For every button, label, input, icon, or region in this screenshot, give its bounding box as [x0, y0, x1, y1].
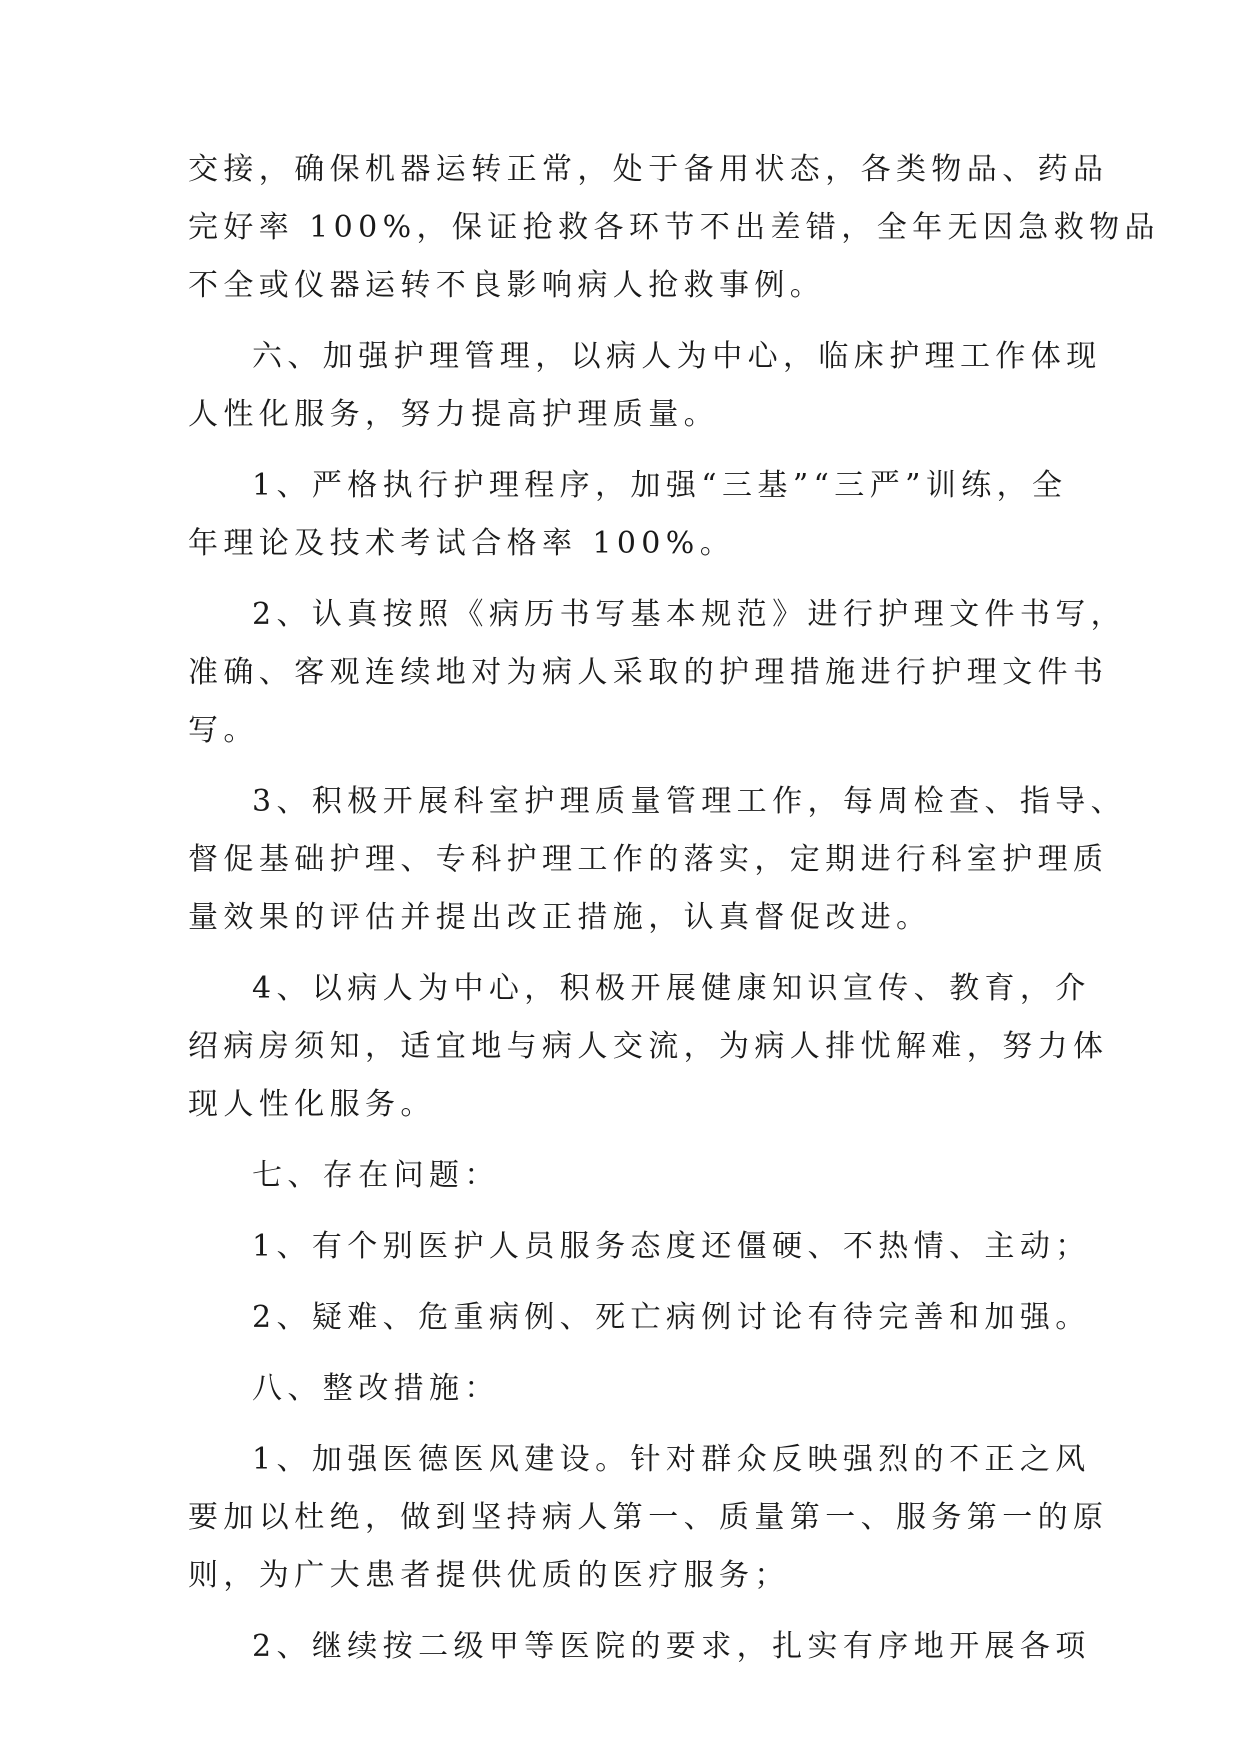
text-line: 完好率 100%，保证抢救各环节不出差错，全年无因急救物品 — [188, 210, 1160, 245]
text-line: 年理论及技术考试合格率 100%。 — [188, 526, 736, 561]
text-line: 现人性化服务。 — [188, 1087, 436, 1122]
text-line: 交接，确保机器运转正常，处于备用状态，各类物品、药品 — [188, 152, 1109, 187]
text-line: 准确、客观连续地对为病人采取的护理措施进行护理文件书 — [188, 655, 1109, 690]
list-item: 1、有个别医护人员服务态度还僵硬、不热情、主动； — [252, 1229, 1091, 1264]
text-line: 不全或仪器运转不良影响病人抢救事例。 — [188, 268, 826, 303]
list-item: 1、加强医德医风建设。针对群众反映强烈的不正之风 — [252, 1442, 1091, 1477]
section-heading: 六、加强护理管理，以病人为中心，临床护理工作体现 — [252, 339, 1102, 374]
list-item: 2、认真按照《病历书写基本规范》进行护理文件书写， — [252, 597, 1127, 632]
text-line: 绍病房须知，适宜地与病人交流，为病人排忧解难，努力体 — [188, 1029, 1109, 1064]
section-heading: 八、整改措施： — [252, 1371, 500, 1406]
text-line: 量效果的评估并提出改正措施，认真督促改进。 — [188, 900, 932, 935]
text-line: 要加以杜绝，做到坚持病人第一、质量第一、服务第一的原 — [188, 1500, 1109, 1535]
list-item: 3、积极开展科室护理质量管理工作，每周检查、指导、 — [252, 784, 1127, 819]
text-line: 则，为广大患者提供优质的医疗服务； — [188, 1558, 790, 1593]
list-item: 2、继续按二级甲等医院的要求，扎实有序地开展各项 — [252, 1629, 1091, 1664]
text-line: 人性化服务，努力提高护理质量。 — [188, 397, 719, 432]
list-item: 2、疑难、危重病例、死亡病例讨论有待完善和加强。 — [252, 1300, 1091, 1335]
text-line: 督促基础护理、专科护理工作的落实，定期进行科室护理质 — [188, 842, 1109, 877]
list-item: 1、严格执行护理程序，加强“三基”“三严”训练，全 — [252, 468, 1068, 503]
list-item: 4、以病人为中心，积极开展健康知识宣传、教育，介 — [252, 971, 1091, 1006]
section-heading: 七、存在问题： — [252, 1158, 500, 1193]
text-line: 写。 — [188, 713, 259, 748]
